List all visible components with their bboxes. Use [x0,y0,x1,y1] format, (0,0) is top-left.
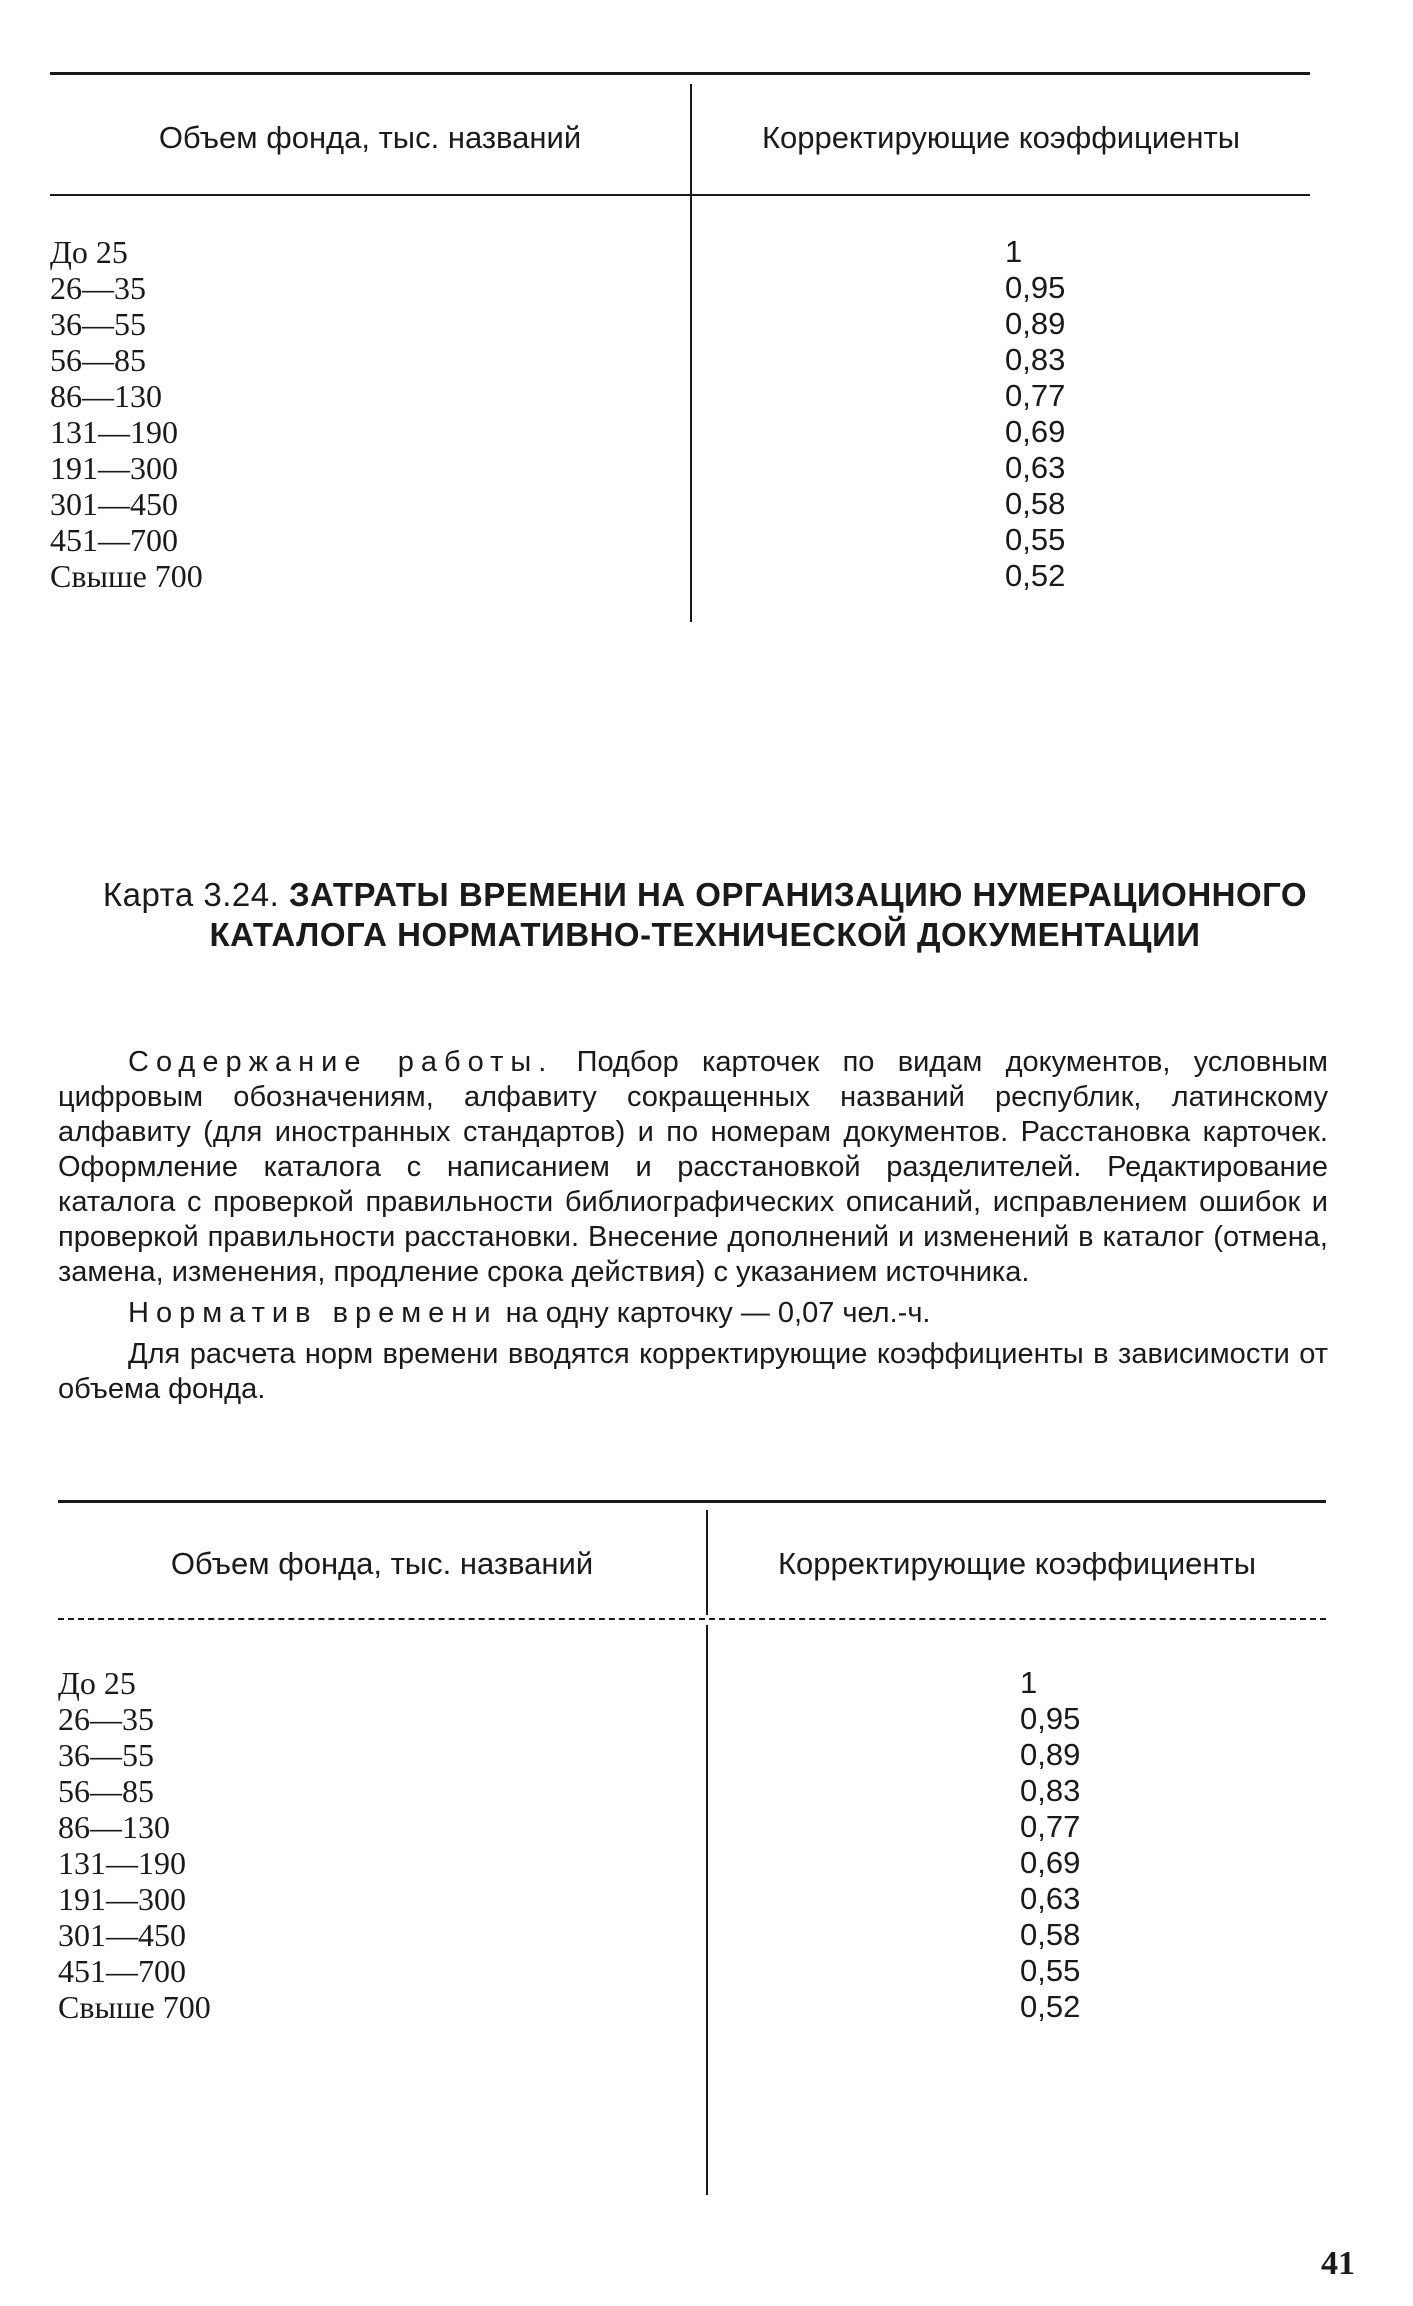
header-coefficients: Корректирующие коэффициенты [778,1546,1256,1581]
coefficient-cell: 0,83 [1005,342,1066,377]
coefficient-cell: 0,58 [1005,486,1066,521]
coefficients-table-top [50,72,1310,632]
page-number: 41 [1321,2245,1355,2282]
volume-cell: 26—35 [58,1701,154,1737]
map-label: Карта 3.24. [102,876,280,913]
volume-cell: 26—35 [50,270,146,306]
volume-cell: 86—130 [58,1809,170,1845]
volume-cell: 191—300 [50,450,178,486]
content-text: Подбор карточек по видам документов, условным цифровым обозначениям, алфавиту сокращенных названий республик, латинскому алфавиту (для иностранных стандартов) и по номерам документов. Расстановка карточек. Оформление каталога с написанием и расстановкой разделителей. Редактирование каталога с проверкой правильности библиографических описаний, исправлением ошибок и проверкой правильности расстановки. Внесение дополнений и изменений в каталог (отмена, замена, изменения, продление срока действия) с указанием источника. [58,1046,1328,1288]
coefficient-cell: 0,55 [1020,1953,1081,1988]
section-heading [60,875,1350,955]
coefficient-cell: 0,89 [1020,1737,1081,1772]
coefficients-table-bottom [58,1500,1326,2205]
volume-cell: 86—130 [50,378,162,414]
section-title: ЗАТРАТЫ ВРЕМЕНИ НА ОРГАНИЗАЦИЮ НУМЕРАЦИОННОГО КАТАЛОГА НОРМАТИВНО-ТЕХНИЧЕСКОЙ ДОКУМЕНТАЦИИ [209,876,1308,953]
note-paragraph: Для расчета норм времени вводятся корректирующие коэффициенты в зависимости от объема фонда. [58,1338,1328,1405]
volume-cell: 56—85 [58,1773,154,1809]
volume-cell: До 25 [58,1665,136,1701]
body-column-divider [706,1625,708,2195]
coefficient-cell: 1 [1005,234,1023,269]
volume-cell: До 25 [50,234,128,270]
volume-cell: 301—450 [50,486,178,522]
coefficient-column [1020,1665,1080,2025]
header-coefficients: Корректирующие коэффициенты [762,120,1240,155]
coefficient-cell: 0,52 [1005,558,1066,593]
body-column-divider [690,202,692,622]
coefficient-cell: 0,69 [1005,414,1066,449]
coefficient-cell: 0,52 [1020,1989,1081,2024]
volume-cell: 131—190 [50,414,178,450]
volume-cell: 131—190 [58,1845,186,1881]
norm-text: на одну карточку — 0,07 чел.-ч. [505,1297,931,1329]
norm-label: Норматив времени [128,1297,498,1329]
coefficient-column [1005,234,1065,594]
coefficient-cell: 0,83 [1020,1773,1081,1808]
section-body [58,1045,1328,1413]
coefficient-cell: 0,58 [1020,1917,1081,1952]
header-volume: Объем фонда, тыс. названий [170,1546,594,1581]
volume-cell: Свыше 700 [50,558,203,594]
volume-cell: 451—700 [58,1953,186,1989]
content-paragraph [58,1045,1328,1290]
coefficient-cell: 0,63 [1005,450,1066,485]
volume-cell: 301—450 [58,1917,186,1953]
table-top-rule [50,72,1310,75]
coefficient-cell: 0,77 [1005,378,1066,413]
coefficient-cell: 0,89 [1005,306,1066,341]
volume-cell: 191—300 [58,1881,186,1917]
volume-cell: 56—85 [50,342,146,378]
volume-cell: 451—700 [50,522,178,558]
table-header-rule [50,194,1310,196]
volume-cell: 36—55 [50,306,146,342]
coefficient-cell: 0,69 [1020,1845,1081,1880]
coefficient-cell: 0,95 [1005,270,1066,305]
coefficient-cell: 0,63 [1020,1881,1081,1916]
coefficient-cell: 1 [1020,1665,1038,1700]
volume-column [58,1665,211,2025]
volume-cell: 36—55 [58,1737,154,1773]
header-volume: Объем фонда, тыс. названий [158,120,582,155]
content-label: Содержание работы. [128,1046,554,1078]
norm-paragraph [58,1296,1328,1331]
table-header-rule [58,1618,1326,1620]
volume-column [50,234,203,594]
table-top-rule [58,1500,1326,1503]
coefficient-cell: 0,95 [1020,1701,1081,1736]
coefficient-cell: 0,77 [1020,1809,1081,1844]
volume-cell: Свыше 700 [58,1989,211,2025]
coefficient-cell: 0,55 [1005,522,1066,557]
